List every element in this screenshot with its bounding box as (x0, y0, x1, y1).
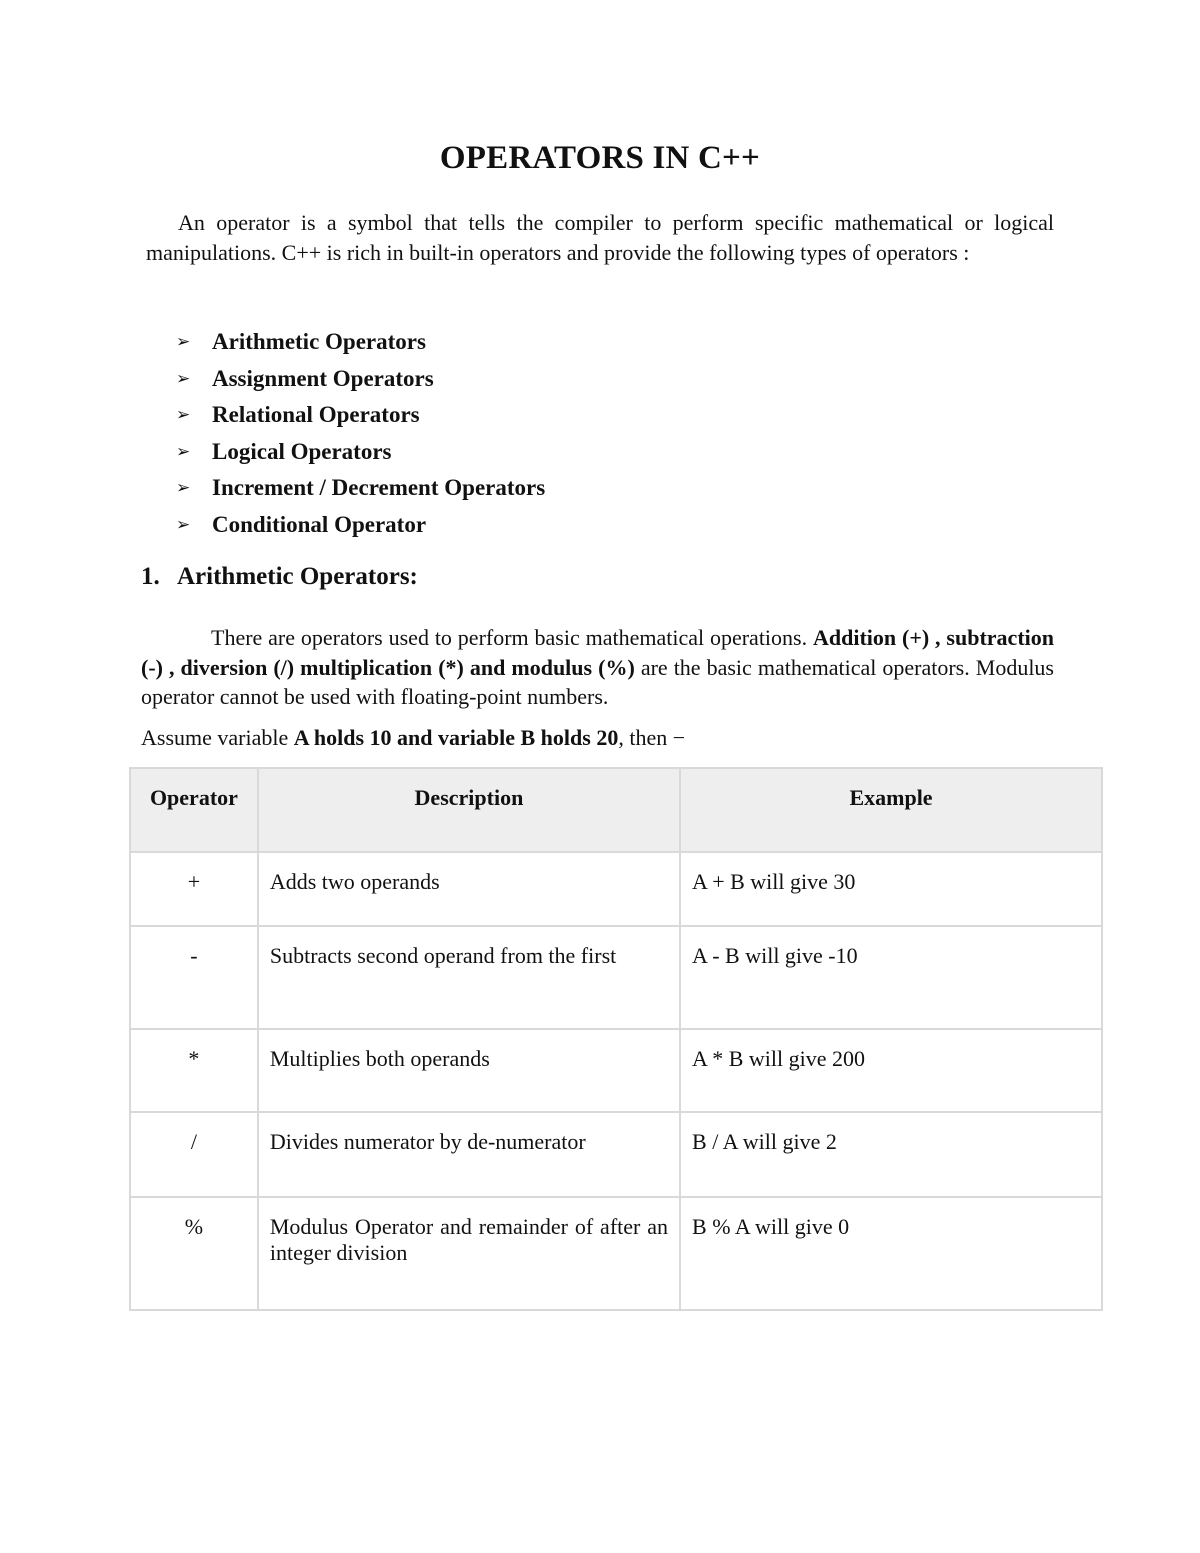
arrow-bullet-icon: ➢ (176, 332, 191, 352)
arrow-bullet-icon: ➢ (176, 405, 191, 425)
operator-cell: / (130, 1112, 258, 1197)
section-heading (141, 563, 418, 591)
table-row (130, 926, 1102, 1029)
description-cell: Modulus Operator and remainder of after an integer division (258, 1197, 680, 1310)
list-item: ➢ Conditional Operator (176, 511, 427, 537)
table-row (130, 1112, 1102, 1197)
column-header-operator: Operator (130, 768, 258, 852)
table-row (130, 1029, 1102, 1112)
arrow-bullet-icon: ➢ (176, 478, 191, 498)
column-header-description: Description (258, 768, 680, 852)
example-cell: A * B will give 200 (680, 1029, 1102, 1112)
arrow-bullet-icon: ➢ (176, 514, 191, 534)
operator-cell: % (130, 1197, 258, 1310)
page-title: OPERATORS IN C++ (439, 140, 761, 176)
table-row (130, 1197, 1102, 1310)
example-cell: A - B will give -10 (680, 926, 1102, 1029)
intro-paragraph: An operator is a symbol that tells the compiler to perform specific mathematical or logical manipulations. C++ is rich in built-in operators and provide the following types of operators : (146, 210, 1054, 265)
description-cell: Divides numerator by de-numerator (258, 1112, 680, 1197)
table-row (130, 852, 1102, 926)
column-header-example: Example (680, 768, 1102, 852)
section-title: Arithmetic Operators: (177, 563, 418, 590)
description-cell: Adds two operands (258, 852, 680, 926)
list-item: ➢ Increment / Decrement Operators (176, 475, 546, 501)
operator-cell: + (130, 852, 258, 926)
operator-types-list (176, 324, 545, 543)
arithmetic-paragraph: There are operators used to perform basic mathematical operations. Addition (+) , subtraction (-) , diversion (/) multiplication (*) and modulus (%) are the basic mathematical operators. Modulus operator cannot be used with floating-point numbers. (141, 625, 1054, 709)
description-cell: Subtracts second operand from the first (258, 926, 680, 1029)
example-cell: B % A will give 0 (680, 1197, 1102, 1310)
assumption-line: Assume variable A holds 10 and variable B holds 20, then − (141, 725, 686, 750)
example-cell: B / A will give 2 (680, 1112, 1102, 1197)
table-header-row (130, 768, 1102, 852)
arrow-bullet-icon: ➢ (176, 368, 191, 388)
operator-cell: * (130, 1029, 258, 1112)
list-item: ➢ Assignment Operators (176, 365, 434, 391)
description-cell: Multiplies both operands (258, 1029, 680, 1112)
operator-cell: - (130, 926, 258, 1029)
list-item: ➢ Arithmetic Operators (176, 329, 426, 355)
list-item: ➢ Relational Operators (176, 402, 420, 428)
arrow-bullet-icon: ➢ (176, 441, 191, 461)
section-number: 1. (141, 563, 160, 590)
arithmetic-operators-table (129, 767, 1103, 1311)
list-item: ➢ Logical Operators (176, 438, 392, 464)
example-cell: A + B will give 30 (680, 852, 1102, 926)
